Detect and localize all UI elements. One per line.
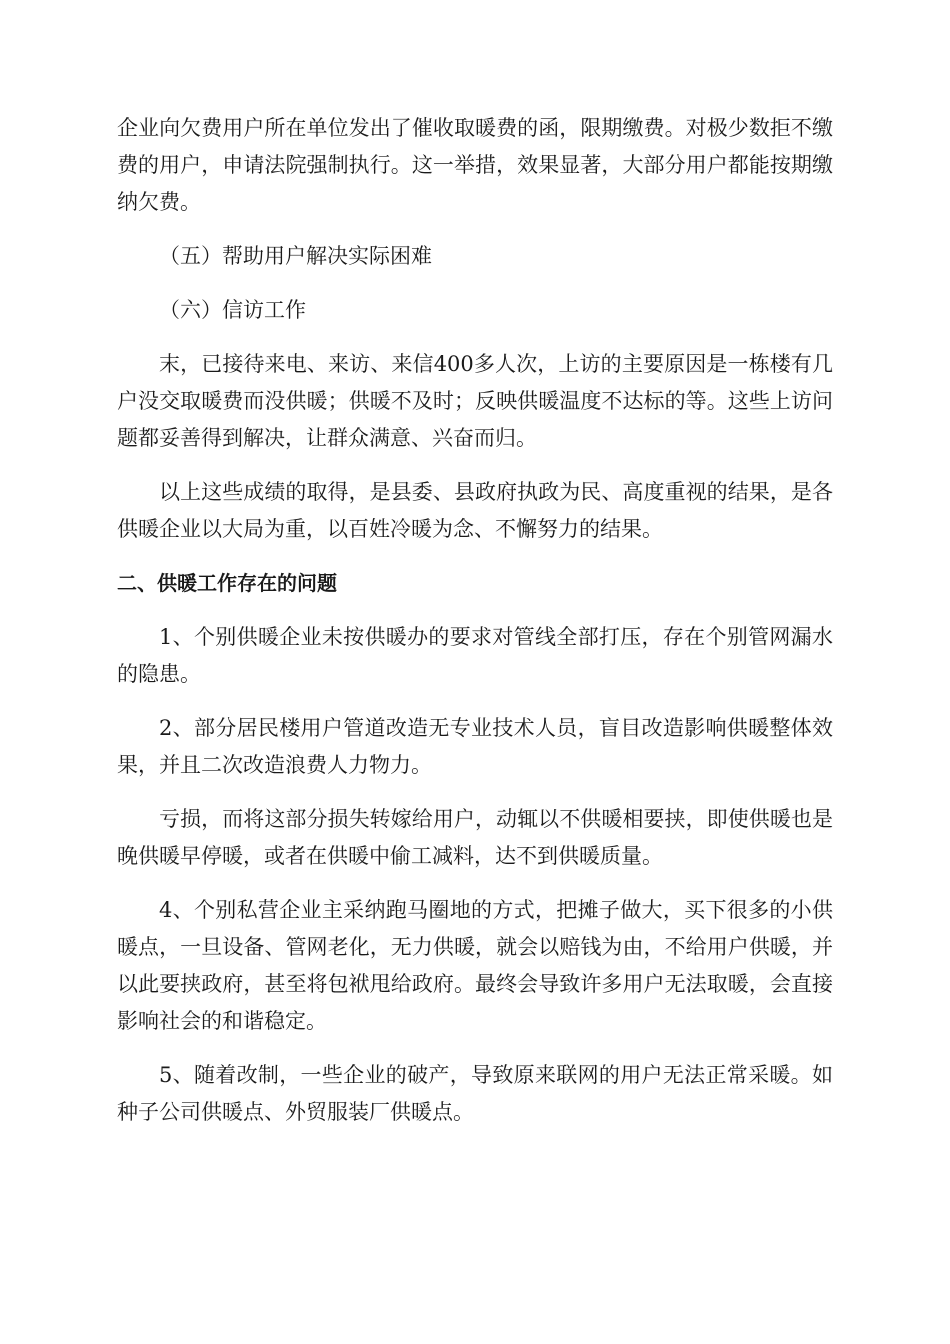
paragraph-problem-5: 5、随着改制，一些企业的破产，导致原来联网的用户无法正常采暖。如种子公司供暖点、外贸服装厂供暖点。 xyxy=(117,1063,833,1124)
paragraph-achievements: 以上这些成绩的取得，是县委、县政府执政为民、高度重视的结果，是各供暖企业以大局为重，以百姓冷暖为念、不懈努力的结果。 xyxy=(117,480,833,541)
paragraph-problem-3: 亏损，而将这部分损失转嫁给用户，动辄以不供暖相要挟，即使供暖也是晚供暖早停暖，或者在供暖中偷工减料，达不到供暖质量。 xyxy=(117,807,833,868)
paragraph-problem-1: 1、个别供暖企业未按供暖办的要求对管线全部打压，存在个别管网漏水的隐患。 xyxy=(117,625,833,686)
paragraph-section-6: （六）信访工作 xyxy=(159,298,306,322)
paragraph-problem-2: 2、部分居民楼用户管道改造无专业技术人员，盲目改造影响供暖整体效果，并且二次改造浪费人力物力。 xyxy=(117,716,833,777)
paragraph-section-5: （五）帮助用户解决实际困难 xyxy=(159,244,432,268)
section-heading-problems: 二、供暖工作存在的问题 xyxy=(117,571,337,595)
paragraph-1: 企业向欠费用户所在单位发出了催收取暖费的函，限期缴费。对极少数拒不缴费的用户，申请法院强制执行。这一举措，效果显著，大部分用户都能按期缴纳欠费。 xyxy=(117,116,833,214)
paragraph-problem-4: 4、个别私营企业主采纳跑马圈地的方式，把摊子做大，买下很多的小供暖点，一旦设备、管网老化，无力供暖，就会以赔钱为由，不给用户供暖，并以此要挟政府，甚至将包袱甩给政府。最终会导致许多用户无法取暖，会直接影响社会的和谐稳定。 xyxy=(117,898,833,1033)
paragraph-petition: 末，已接待来电、来访、来信400多人次，上访的主要原因是一栋楼有几户没交取暖费而没供暖；供暖不及时；反映供暖温度不达标的等。这些上访问题都妥善得到解决，让群众满意、兴奋而归。 xyxy=(117,352,833,450)
document-body xyxy=(117,110,833,1148)
